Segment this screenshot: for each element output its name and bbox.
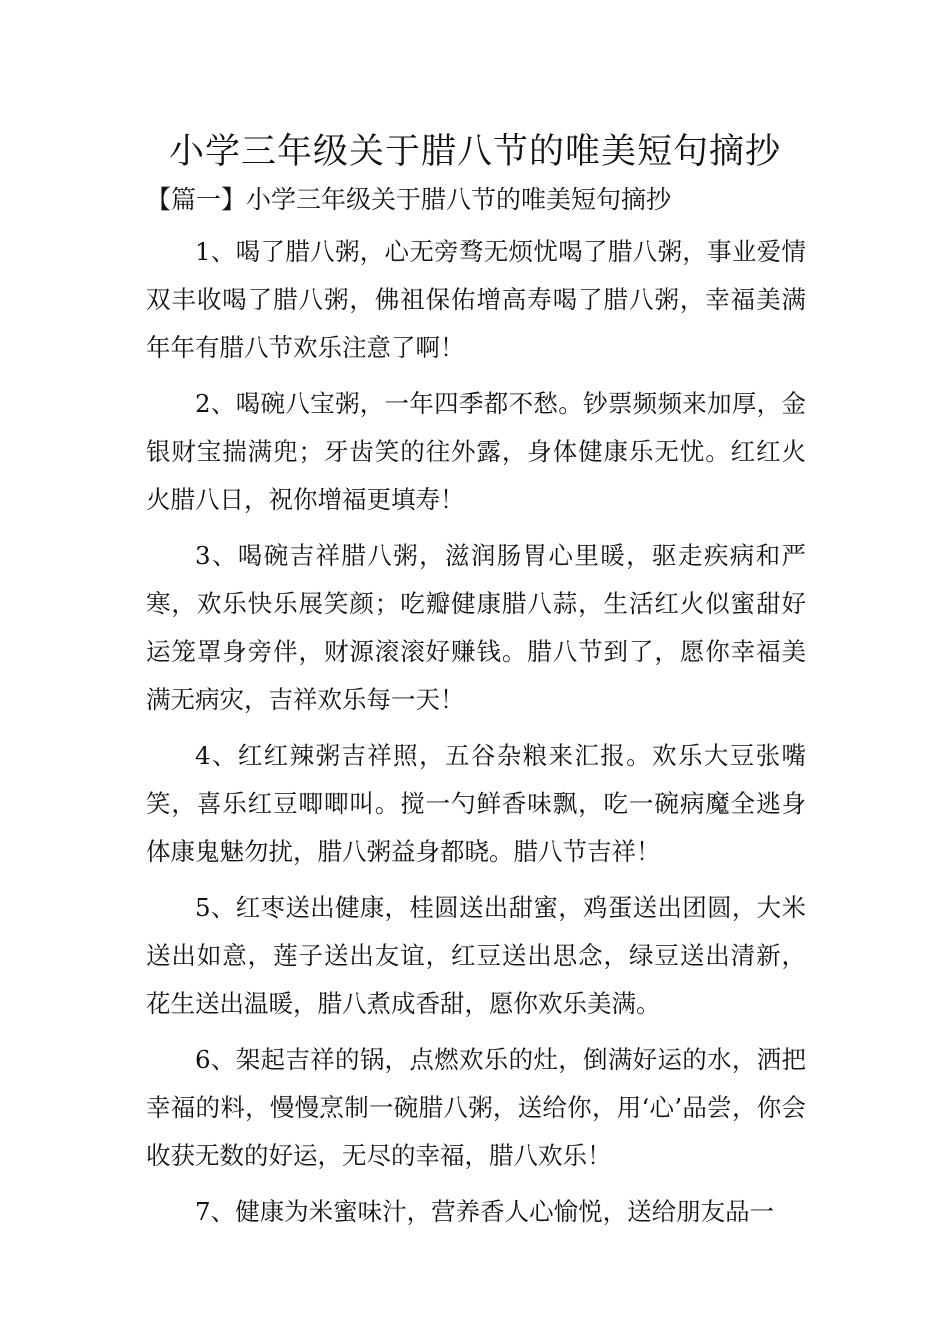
paragraph-1: 1、喝了腊八粥，心无旁骛无烦忧喝了腊八粥，事业爱情双丰收喝了腊八粥，佛祖保佑增高寿喝了腊八粥，幸福美满年年有腊八节欢乐注意了啊！ — [146, 237, 806, 362]
paragraph-6: 6、架起吉祥的锅，点燃欢乐的灶，倒满好运的水，洒把幸福的料，慢慢烹制一碗腊八粥，送给你，用‘心’品尝，你会收获无数的好运，无尽的幸福，腊八欢乐！ — [146, 1045, 806, 1170]
paragraph-4: 4、红红辣粥吉祥照，五谷杂粮来汇报。欢乐大豆张嘴笑，喜乐红豆唧唧叫。搅一勺鲜香味飘，吃一碗病魔全逃身体康鬼魅勿扰，腊八粥益身都晓。腊八节吉祥！ — [146, 741, 806, 866]
document-body — [146, 228, 806, 1244]
paragraph-7: 7、健康为米蜜味汁，营养香人心愉悦，送给朋友品一 — [195, 1197, 775, 1226]
paragraph-2: 2、喝碗八宝粥，一年四季都不愁。钞票频频来加厚，金银财宝揣满兜；牙齿笑的往外露，身体健康乐无忧。红红火火腊八日，祝你增福更填寿！ — [146, 389, 806, 514]
section-heading: 【篇一】小学三年级关于腊八节的唯美短句摘抄 — [146, 185, 672, 214]
paragraph-3: 3、喝碗吉祥腊八粥，滋润肠胃心里暖，驱走疾病和严寒，欢乐快乐展笑颜；吃瓣健康腊八蒜，生活红火似蜜甜好运笼罩身旁伴，财源滚滚好赚钱。腊八节到了，愿你幸福美满无病灾，吉祥欢乐每一天！ — [146, 541, 806, 714]
document-title: 小学三年级关于腊八节的唯美短句摘抄 — [168, 132, 781, 172]
paragraph-5: 5、红枣送出健康，桂圆送出甜蜜，鸡蛋送出团圆，大米送出如意，莲子送出友谊，红豆送出思念，绿豆送出清新，花生送出温暖，腊八煮成香甜，愿你欢乐美满。 — [146, 893, 806, 1018]
